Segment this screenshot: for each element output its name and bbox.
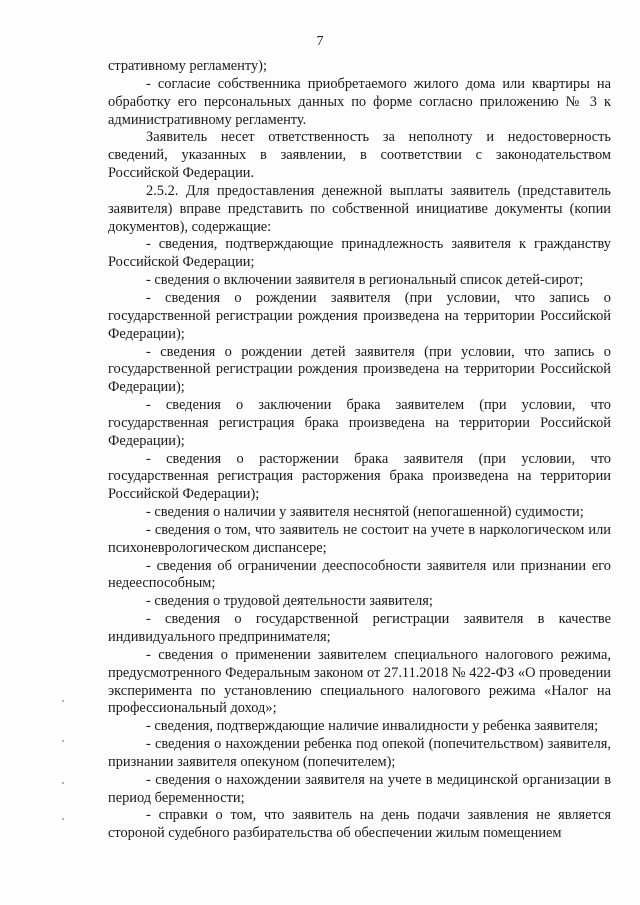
paragraph: - сведения о государственной регистрации заявителя в качестве индивидуального предпринимателя; (108, 611, 611, 645)
paragraph: - сведения о нахождении ребенка под опекой (попечительством) заявителя, признании заявителя опекуном (попечителем); (108, 736, 611, 770)
paragraph: - согласие собственника приобретаемого жилого дома или квартиры на обработку его персональных данных по форме согласно приложению № 3 к административному регламенту. (108, 75, 611, 128)
paragraph: - сведения о применении заявителем специального налогового режима, предусмотренного Федеральным законом от 27.11.2018 № 422-ФЗ «О проведении эксперимента по установлению специального налогового режима «Налог на профессиональный доход»; (108, 646, 611, 717)
paragraph: - сведения о рождении заявителя (при условии, что запись о государственной регистрации рождения произведена на территории Российской Федерации); (108, 289, 611, 342)
paragraph: - сведения о наличии у заявителя неснятой (непогашенной) судимости; (146, 504, 584, 521)
paragraph: Заявитель несет ответственность за неполноту и недостоверность сведений, указанных в заявлении, в соответствии с законодательством Российской Федерации. (108, 129, 611, 182)
paragraph: - сведения о трудовой деятельности заявителя; (146, 593, 433, 610)
page-number: 7 (316, 34, 324, 49)
paragraph: - сведения об ограничении дееспособности заявителя или признании его недееспособным; (108, 557, 611, 592)
paragraph: - сведения о нахождении заявителя на учете в медицинской организации в период беременности; (108, 771, 611, 806)
paragraph: - справки о том, что заявитель на день подачи заявления не является стороной судебного разбирательства об обеспечении жилым помещением (108, 807, 611, 842)
paragraph: стративному регламенту); (108, 58, 267, 74)
paragraph: - сведения о расторжении брака заявителя (при условии, что государственная регистрация расторжения брака произведена на территории Российской Федерации); (108, 450, 611, 503)
paragraph: - сведения о заключении брака заявителем (при условии, что государственная регистрация брака произведена на территории Российской Федерации); (108, 397, 611, 449)
paragraph: - сведения о том, что заявитель не состоит на учете в наркологическом или психоневрологическом диспансере; (108, 521, 611, 556)
paragraph: - сведения о рождении детей заявителя (при условии, что запись о государственной регистрации рождения произведена на территории Российской Федерации); (108, 343, 611, 396)
paragraph: - сведения о включении заявителя в региональный список детей-сирот; (146, 272, 584, 289)
document-body (108, 58, 611, 843)
paragraph: 2.5.2. Для предоставления денежной выплаты заявитель (представитель заявителя) вправе представить по собственной инициативе документы (копии документов), содержащие: (108, 182, 611, 235)
scan-margin-marks (62, 700, 66, 820)
paragraph: - сведения, подтверждающие наличие инвалидности у ребенка заявителя; (146, 718, 599, 735)
paragraph: - сведения, подтверждающие принадлежность заявителя к гражданству Российской Федерации; (108, 236, 611, 271)
